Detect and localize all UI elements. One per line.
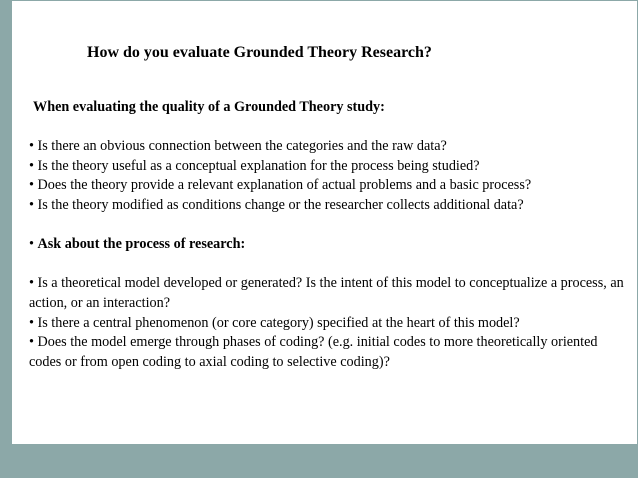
- section2-bullet: •: [29, 236, 38, 253]
- section2-heading-line: [29, 235, 629, 255]
- spacer: [29, 118, 629, 138]
- slide-title: How do you evaluate Grounded Theory Research?: [87, 44, 432, 61]
- bottom-accent-bar: [0, 444, 638, 478]
- left-accent-bar: [0, 0, 12, 478]
- section2-item-2: • Is there a central phenomenon (or core category) specified at the heart of this model?: [29, 314, 520, 331]
- section2-item-3: • Does the model emerge through phases of coding? (e.g. initial codes to more theoretically oriented codes or from open coding to axial coding to selective coding)?: [29, 334, 598, 370]
- section1-heading: When evaluating the quality of a Grounded Theory study:: [33, 99, 385, 115]
- section1-item-3: • Does the theory provide a relevant explanation of actual problems and a basic process?: [29, 177, 532, 194]
- section1-item-1: • Is there an obvious connection between the categories and the raw data?: [29, 138, 447, 155]
- spacer: [29, 216, 629, 236]
- spacer: [29, 255, 629, 275]
- section2-heading: Ask about the process of research:: [37, 236, 246, 253]
- slide-body: [29, 98, 629, 372]
- section2-item-1: • Is a theoretical model developed or generated? Is the intent of this model to conceptualize a process, an action, or an interaction?: [29, 275, 624, 311]
- section1-item-4: • Is the theory modified as conditions change or the researcher collects additional data?: [29, 196, 524, 213]
- section1-item-2: • Is the theory useful as a conceptual explanation for the process being studied?: [29, 157, 480, 174]
